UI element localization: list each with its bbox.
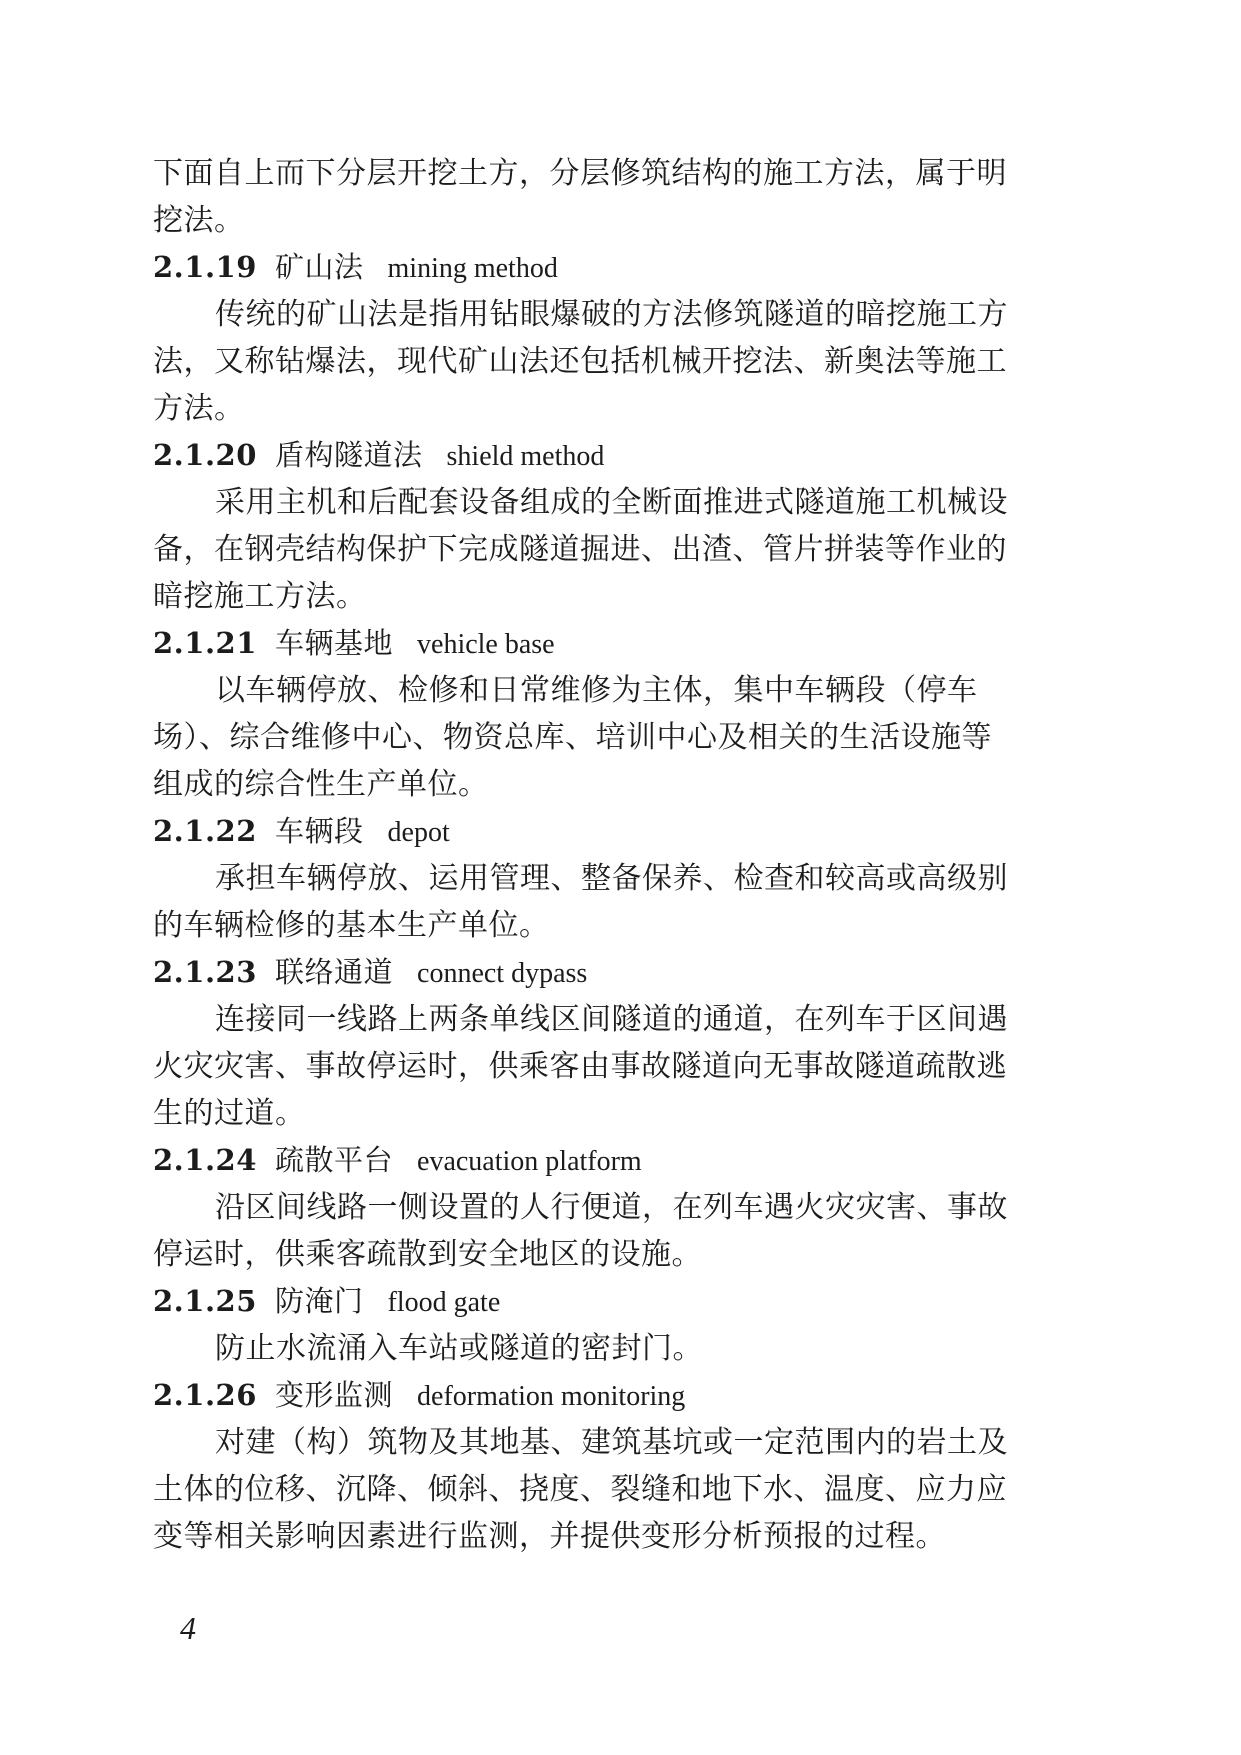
definition-line: 方法。 [153,391,245,426]
term-english: connect dypass [417,958,588,989]
term-english: depot [387,817,450,848]
term-english: flood gate [387,1287,501,1318]
definition-line: 土体的位移、沉降、倾斜、挠度、裂缝和地下水、温度、应力应 [153,1472,1007,1507]
definition-line: 的车辆检修的基本生产单位。 [153,908,550,943]
definition-line: 火灾灾害、事故停运时，供乘客由事故隧道向无事故隧道疏散逃 [153,1049,1007,1084]
term-english: evacuation platform [417,1146,642,1177]
definition-line: 生的过道。 [153,1096,306,1131]
term-number: 2.1.20 [153,438,257,472]
term-entry [153,432,1043,620]
term-entry [153,1137,1043,1278]
term-number: 2.1.21 [153,626,257,660]
definition-line: 承担车辆停放、运用管理、整备保养、检查和较高或高级别 [215,861,1008,896]
term-english: deformation monitoring [417,1381,686,1412]
term-entry [153,244,1043,432]
term-heading [153,1137,1043,1184]
definition-line: 停运时，供乘客疏散到安全地区的设施。 [153,1237,702,1272]
definition-line: 沿区间线路一侧设置的人行便道，在列车遇火灾灾害、事故 [215,1190,1008,1225]
definition-line: 变等相关影响因素进行监测，并提供变形分析预报的过程。 [153,1519,946,1554]
term-entry [153,620,1043,808]
term-number: 2.1.22 [153,814,257,848]
term-heading [153,949,1043,996]
definition-line: 法，又称钻爆法，现代矿山法还包括机械开挖法、新奥法等施工 [153,344,1007,379]
term-chinese: 盾构隧道法 [275,438,423,472]
term-number: 2.1.25 [153,1284,257,1318]
term-entry [153,1372,1043,1560]
term-heading [153,1278,1043,1325]
term-english: vehicle base [417,629,555,660]
term-chinese: 疏散平台 [275,1143,394,1177]
term-chinese: 矿山法 [275,250,364,284]
term-heading [153,244,1043,291]
definition-line: 以车辆停放、检修和日常维修为主体，集中车辆段（停车 [215,673,978,708]
definition-line: 采用主机和后配套设备组成的全断面推进式隧道施工机械设 [215,485,1008,520]
term-heading [153,620,1043,667]
paragraph-line: 下面自上而下分层开挖土方，分层修筑结构的施工方法，属于明 [153,156,1007,191]
definition-line: 组成的综合性生产单位。 [153,767,489,802]
definition-line: 备，在钢壳结构保护下完成隧道掘进、出渣、管片拼装等作业的 [153,532,1007,567]
page-content [153,150,1043,1560]
definition-line: 传统的矿山法是指用钻眼爆破的方法修筑隧道的暗挖施工方 [215,297,1008,332]
term-number: 2.1.26 [153,1378,257,1412]
definition-line: 连接同一线路上两条单线区间隧道的通道，在列车于区间遇 [215,1002,1008,1037]
term-chinese: 联络通道 [275,955,394,989]
intro-paragraph [153,150,1043,244]
term-english: mining method [387,253,558,284]
definition-line: 对建（构）筑物及其地基、建筑基坑或一定范围内的岩土及 [215,1425,1008,1460]
term-heading [153,1372,1043,1419]
term-chinese: 变形监测 [275,1378,394,1412]
definition-line: 暗挖施工方法。 [153,579,367,614]
term-entry [153,808,1043,949]
term-heading [153,432,1043,479]
term-number: 2.1.23 [153,955,257,989]
term-number: 2.1.19 [153,250,257,284]
term-english: shield method [446,441,605,472]
term-chinese: 防淹门 [275,1284,364,1318]
term-heading [153,808,1043,855]
term-number: 2.1.24 [153,1143,257,1177]
definition-line: 场）、综合维修中心、物资总库、培训中心及相关的生活设施等 [153,720,992,755]
term-entry [153,949,1043,1137]
page-number: 4 [180,1610,196,1646]
definition-line: 防止水流涌入车站或隧道的密封门。 [215,1331,703,1366]
term-chinese: 车辆段 [275,814,364,848]
term-entry [153,1278,1043,1372]
term-chinese: 车辆基地 [275,626,394,660]
paragraph-line: 挖法。 [153,203,245,238]
